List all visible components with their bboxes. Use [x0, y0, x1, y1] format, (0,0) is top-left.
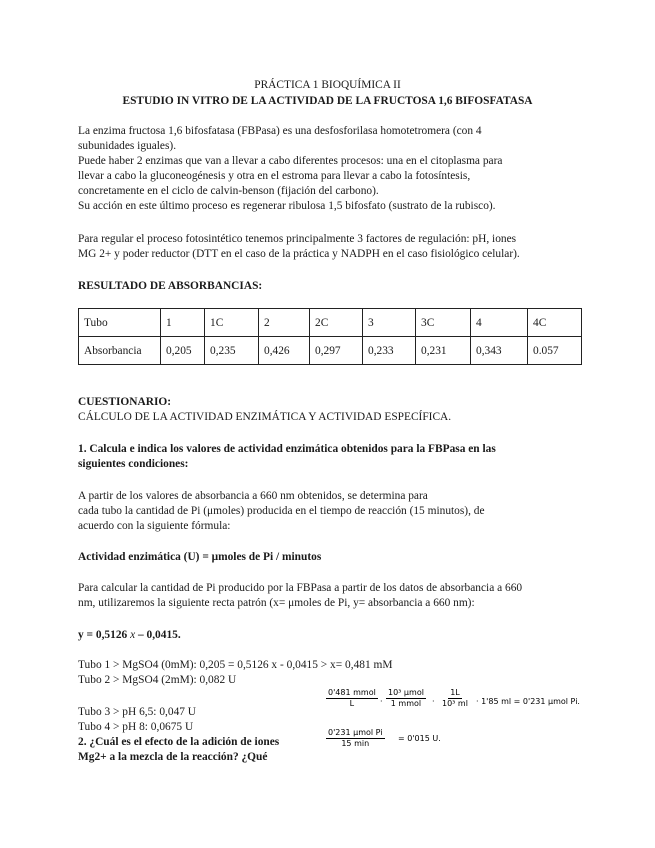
method-line: cada tubo la cantidad de Pi (μmoles) producida en el tiempo de reacción (15 minutos), de: [78, 505, 485, 517]
table-cell: 0,205: [161, 337, 205, 365]
table-cell: 4: [471, 309, 528, 337]
table-cell: 0,297: [310, 337, 363, 365]
table-cell: 0,233: [363, 337, 416, 365]
question-2-line: 2. ¿Cuál es el efecto de la adición de iones: [78, 736, 280, 748]
calculation-result-2: = 0'015 U.: [398, 734, 441, 743]
questionnaire-subheading: CÁLCULO DE LA ACTIVIDAD ENZIMÁTICA Y ACTIVIDAD ESPECÍFICA.: [78, 411, 452, 423]
results-heading: RESULTADO DE ABSORBANCIAS:: [78, 280, 263, 292]
table-cell: 2C: [310, 309, 363, 337]
regulation-line: Para regular el proceso fotosintético tenemos principalmente 3 factores de regulación: pH, iones: [78, 233, 517, 245]
table-cell: 0,426: [259, 337, 310, 365]
intro-line: Puede haber 2 enzimas que van a llevar a cabo diferentes procesos: una en el citoplasma para: [78, 155, 503, 167]
table-cell: 1C: [205, 309, 259, 337]
method-line: A partir de los valores de absorbancia a 660 nm obtenidos, se determina para: [78, 490, 428, 502]
intro-line: llevar a cabo la gluconeogénesis y otra en el estroma para llevar a cabo la fotosíntesis,: [78, 170, 471, 182]
question-2-line: Mg2+ a la mezcla de la reacción? ¿Qué: [78, 751, 268, 763]
table-cell: 0.057: [528, 337, 582, 365]
intro-line: Su acción en este último proceso es regenerar ribulosa 1,5 bifosfato (sustrato de la rubisco).: [78, 200, 496, 212]
table-cell: 4C: [528, 309, 582, 337]
table-cell: 0,343: [471, 337, 528, 365]
activity-formula: Actividad enzimática (U) = μmoles de Pi / minutos: [78, 551, 322, 563]
absorbance-table: [78, 308, 582, 365]
method-line: acuerdo con la siguiente fórmula:: [78, 520, 231, 532]
table-cell: 3C: [416, 309, 471, 337]
intro-line: subunidades iguales).: [78, 140, 177, 152]
standard-curve-line: nm, utilizaremos la siguiente recta patrón (x= μmoles de Pi, y= absorbancia a 660 nm):: [78, 597, 475, 609]
calculation-result-1: · 1'85 ml = 0'231 μmol Pi.: [476, 697, 580, 706]
standard-curve-equation: y = 0,5126 x – 0,0415.: [78, 629, 181, 641]
table-header-cell: Tubo: [79, 309, 161, 337]
question-1-line: siguientes condiciones:: [78, 458, 189, 470]
handwritten-calculation-2: [326, 728, 486, 758]
result-line-tube-1: Tubo 1 > MgSO4 (0mM): 0,205 = 0,5126 x - 0,0415 > x= 0,481 mM: [78, 659, 393, 671]
table-cell: 2: [259, 309, 310, 337]
questionnaire-heading: CUESTIONARIO:: [78, 396, 172, 408]
document-subtitle: ESTUDIO IN VITRO DE LA ACTIVIDAD DE LA FRUCTOSA 1,6 BIFOSFATASA: [122, 95, 533, 107]
fraction-unit-conversion: 10³ μmol 1 mmol: [388, 688, 424, 708]
table-cell: 3: [363, 309, 416, 337]
table-header-cell: Absorbancia: [79, 337, 161, 365]
result-line-tube-2: Tubo 2 > MgSO4 (2mM): 0,082 U: [78, 674, 237, 686]
question-1-line: 1. Calcula e indica los valores de actividad enzimática obtenidos para la FBPasa en las: [78, 443, 496, 455]
standard-curve-line: Para calcular la cantidad de Pi producido por la FBPasa a partir de los datos de absorbancia a 660: [78, 582, 523, 594]
table-cell: 0,231: [416, 337, 471, 365]
document-title: PRÁCTICA 1 BIOQUÍMICA II: [254, 79, 401, 91]
result-line-tube-3: Tubo 3 > pH 6,5: 0,047 U: [78, 706, 197, 718]
fraction-concentration: 0'481 mmol L: [328, 688, 376, 708]
table-row-absorbance: [79, 337, 582, 365]
fraction-volume-conversion: $\frac{1L}{\text{10³ ml}}$: [442, 688, 468, 708]
regulation-line: MG 2+ y poder reductor (DTT en el caso de la práctica y NADPH en el caso fisiológico celular).: [78, 248, 520, 260]
fraction-activity: 0'231 μmol Pi 15 min: [328, 728, 383, 748]
table-row-tubes: [79, 309, 582, 337]
handwritten-calculation-1: 0'481 mmol L · 10³ μmol 1 mmol · $\frac{1L}{\text{10³ ml}}$ · 1'85 ml = 0'231 μmol Pi.: [328, 688, 580, 708]
table-cell: 1: [161, 309, 205, 337]
result-line-tube-4: Tubo 4 > pH 8: 0,0675 U: [78, 721, 194, 733]
table-cell: 0,235: [205, 337, 259, 365]
intro-line: concretamente en el ciclo de calvin-benson (fijación del carbono).: [78, 185, 379, 197]
intro-line: La enzima fructosa 1,6 bifosfatasa (FBPasa) es una desfosforilasa homotetromera (con 4: [78, 125, 482, 137]
